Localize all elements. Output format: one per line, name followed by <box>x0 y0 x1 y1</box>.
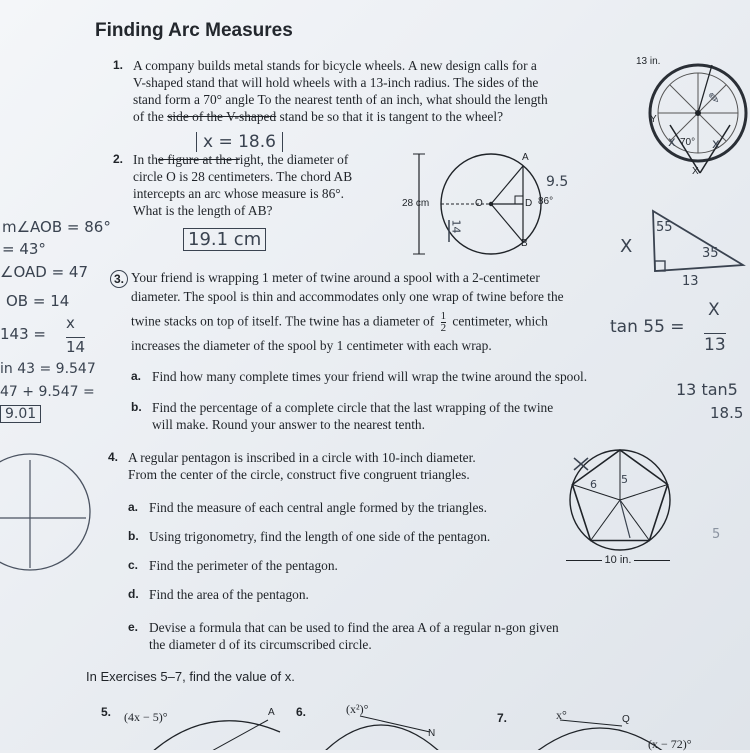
hw-margin-5: 143 = <box>0 325 46 343</box>
q2-point-d: D <box>525 198 533 209</box>
ex7-arc <box>530 718 670 750</box>
q2-arc-label: 86° <box>538 196 554 207</box>
q4e-text: Devise a formula that can be used to find the area A of a regular n-gon given <box>149 620 559 635</box>
q2-line4: What is the length of AB? <box>133 203 273 218</box>
q4d-text: Find the area of the pentagon. <box>149 587 309 602</box>
hw-side-x: X <box>620 236 633 257</box>
hw-margin-3: ∠OAD = 47 <box>0 263 88 281</box>
hw-x-mark-left: x <box>668 135 676 150</box>
hw-tan2: 13 tan5 <box>676 380 738 399</box>
q2-number: 2. <box>113 152 124 166</box>
q3b-text2: will make. Round your answer to the nearest tenth. <box>152 417 425 432</box>
ex5-point: A <box>268 707 275 718</box>
ex5-arc <box>150 712 290 750</box>
page-title: Finding Arc Measures <box>95 20 293 41</box>
ex7-number: 7. <box>497 711 508 725</box>
q1-line2: V-shaped stand that will hold wheels with a 13-inch radius. The sides of the <box>133 75 539 90</box>
q1-line3: stand form a 70° angle To the nearest tenth of an inch, what should the length <box>133 92 548 107</box>
q3a-text: Find how many complete times your friend will wrap the twine around the spool. <box>152 369 588 384</box>
q2-point-a: A <box>522 152 529 163</box>
ex7-point: Q <box>622 714 630 725</box>
hw-margin-6: x <box>66 314 75 332</box>
q1-point-x: X <box>692 166 699 177</box>
q1-point-y: Y <box>650 114 657 125</box>
ex6-arc <box>320 712 450 750</box>
q4b-label: b. <box>128 529 139 543</box>
hw-tan-num: X <box>708 300 720 320</box>
q2-center-label: O <box>475 198 483 209</box>
q4d-label: d. <box>128 587 139 601</box>
hw-margin-7: 14 <box>66 338 86 356</box>
q4-diameter-label: 10 in. <box>604 554 632 566</box>
q3-line2: diameter. The spool is thin and accommodates only one wrap of twine before the <box>131 289 564 304</box>
q3b-text: Find the percentage of a complete circle that the last wrapping of the twine <box>152 400 554 415</box>
ex6-point: N <box>428 728 436 739</box>
hw-9-5: 9.5 <box>546 174 569 190</box>
q1-angle-label: 70° <box>680 137 696 148</box>
q1-radius-label: 13 in. <box>636 56 661 67</box>
hw-q4-five: 5 <box>621 473 628 486</box>
q2-handwritten-answer: 19.1 cm <box>183 229 266 250</box>
q1-number: 1. <box>113 58 124 72</box>
q4-number: 4. <box>108 450 119 464</box>
q2-line1: In the figure at the right, the diameter of <box>133 152 349 167</box>
q4a-label: a. <box>128 500 139 514</box>
hw-tan-lhs: tan 55 = <box>610 317 685 337</box>
hw-margin-1: m∠AOB = 86° <box>2 218 111 236</box>
hw-14: 14 <box>449 219 463 234</box>
q4c-label: c. <box>128 558 139 572</box>
q3b-label: b. <box>131 400 142 414</box>
q1-line1: A company builds metal stands for bicycle wheels. A new design calls for a <box>133 58 537 73</box>
hw-margin-4: OB = 14 <box>6 292 70 310</box>
q4e-label: e. <box>128 620 139 634</box>
q2-line3: intercepts an arc whose measure is 86°. <box>133 186 344 201</box>
q2-diameter-label: 28 cm <box>402 198 430 209</box>
hw-q4-six: 6 <box>590 478 597 491</box>
hw-margin-8: in 43 = 9.547 <box>0 361 96 377</box>
hw-margin-10: 9.01 <box>0 406 41 422</box>
q4-line1: A regular pentagon is inscribed in a circle with 10-inch diameter. <box>128 450 476 465</box>
q1-handwritten-answer: x = 18.6 <box>196 132 283 152</box>
ex7-expr: x° <box>556 708 567 722</box>
q4-line2: From the center of the circle, construct five congruent triangles. <box>128 467 470 482</box>
q2-line2: circle O is 28 centimeters. The chord AB <box>133 169 353 184</box>
q1-line4: of the side of the V-shaped stand be so that it is tangent to the wheel? <box>133 109 504 124</box>
q3-line1: Your friend is wrapping 1 meter of twine around a spool with a 2-centimeter <box>131 270 540 285</box>
q3-line4: increases the diameter of the spool by 1 centimeter with each wrap. <box>131 338 492 353</box>
q4-diameter-dimension <box>566 554 670 566</box>
hw-x-mark-right: x <box>712 137 720 152</box>
q4a-text: Find the measure of each central angle formed by the triangles. <box>149 500 487 515</box>
hw-angle-55: 55 <box>656 220 673 235</box>
q3-number: 3. <box>110 270 128 288</box>
hw-margin-2: = 43° <box>2 240 46 258</box>
hw-side-13: 13 <box>682 274 699 289</box>
q3-line3: twine stacks on top of itself. The twine has a diameter of $\frac{1}{2}$ centimeter, which <box>131 310 548 334</box>
hw-tan-den: 13 <box>704 335 726 355</box>
q4e-text2: the diameter d of its circumscribed circle. <box>149 637 372 652</box>
wheel-scribble-icon: ✎ <box>708 91 720 107</box>
hw-angle-35: 35 <box>702 246 719 261</box>
hw-q4-margin: 5 <box>712 527 721 542</box>
q4b-text: Using trigonometry, find the length of one side of the pentagon. <box>149 529 491 544</box>
hw-circle-sketch <box>0 440 100 590</box>
hw-tan2-val: 18.5 <box>710 404 744 422</box>
ex7-expr2: (x − 72)° <box>648 737 692 751</box>
ex5-number: 5. <box>101 705 112 719</box>
hw-margin-9: 47 + 9.547 = <box>0 384 95 400</box>
exercises-heading: In Exercises 5–7, find the value of x. <box>86 669 295 684</box>
q3a-label: a. <box>131 369 142 383</box>
pentagon-figure <box>560 448 680 560</box>
ex6-number: 6. <box>296 705 307 719</box>
q2-point-b: B <box>521 238 528 249</box>
ex6-expr: (x²)° <box>346 702 369 716</box>
ex5-expr: (4x − 5)° <box>124 710 168 724</box>
q4c-text: Find the perimeter of the pentagon. <box>149 558 338 573</box>
